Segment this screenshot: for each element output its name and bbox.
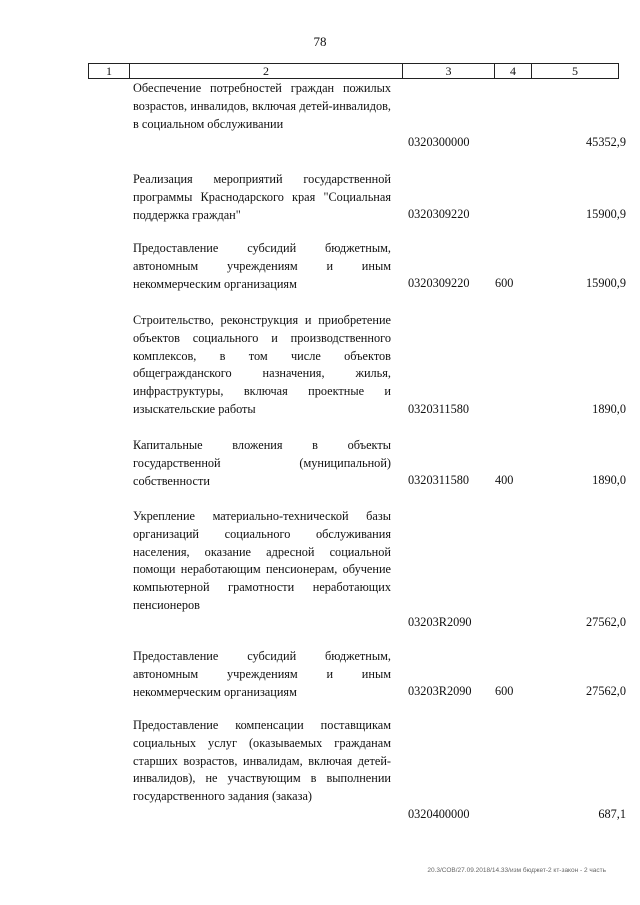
- row-amount: 27562,0: [586, 684, 626, 698]
- row-code: 0320311580: [408, 473, 470, 487]
- row-description: Реализация мероприятий государственной программы Краснодарского края "Социальная поддержка граждан": [133, 172, 391, 222]
- table-header: [88, 63, 619, 79]
- row-description: Строительство, реконструкция и приобретение объектов социального и производственного комплексов, в том числе объектов общегражданского назначения, жилья, инфраструктуры, включая проектные и изыскательские работы: [133, 313, 391, 416]
- row-amount: 1890,0: [592, 473, 626, 487]
- row-code: 03203R2090: [408, 684, 472, 698]
- row-type: 400: [495, 473, 514, 487]
- row-code: 03203R2090: [408, 615, 472, 629]
- row-code: 0320309220: [408, 276, 470, 290]
- row-description: Капитальные вложения в объекты государственной (муниципальной) собственности: [133, 438, 391, 488]
- row-type: 600: [495, 276, 514, 290]
- row-amount: 15900,9: [586, 207, 626, 221]
- row-amount: 15900,9: [586, 276, 626, 290]
- row-description: Укрепление материально-технической базы организаций социального обслуживания населения, оказание адресной социальной помощи неработающим пенсионерам, обучение компьютерной грамотности неработающих пенсионеров: [133, 509, 391, 612]
- page-number: 78: [313, 34, 327, 49]
- row-code: 0320311580: [408, 402, 470, 416]
- row-description: Предоставление субсидий бюджетным, автономным учреждениям и иным некоммерческим организациям: [133, 649, 391, 699]
- header-col-3: 3: [403, 64, 495, 78]
- header-col-4: 4: [495, 64, 532, 78]
- header-col-5: 5: [572, 64, 578, 78]
- row-code: 0320309220: [408, 207, 470, 221]
- row-description: Обеспечение потребностей граждан пожилых возрастов, инвалидов, включая детей-инвалидов, в социальном обслуживании: [133, 81, 391, 131]
- row-code: 0320300000: [408, 135, 470, 149]
- row-type: 600: [495, 684, 514, 698]
- row-code: 0320400000: [408, 807, 470, 821]
- header-col-1: 1: [89, 64, 130, 78]
- row-amount: 1890,0: [592, 402, 626, 416]
- row-description: Предоставление компенсации поставщикам социальных услуг (оказываемых гражданам старших возрастов, инвалидам, включая детей-инвалидов), не участвующим в выполнении государственного задания (заказа): [133, 718, 391, 804]
- row-amount: 687,1: [598, 807, 626, 821]
- row-amount: 27562,0: [586, 615, 626, 629]
- footer-note: 20.3/СОВ/27.09.2018/14.33/изм бюджет-2 кт-закон - 2 часть: [427, 867, 606, 874]
- row-description: Предоставление субсидий бюджетным, автономным учреждениям и иным некоммерческим организациям: [133, 241, 391, 291]
- row-amount: 45352,9: [586, 135, 626, 149]
- header-col-2: 2: [130, 64, 403, 78]
